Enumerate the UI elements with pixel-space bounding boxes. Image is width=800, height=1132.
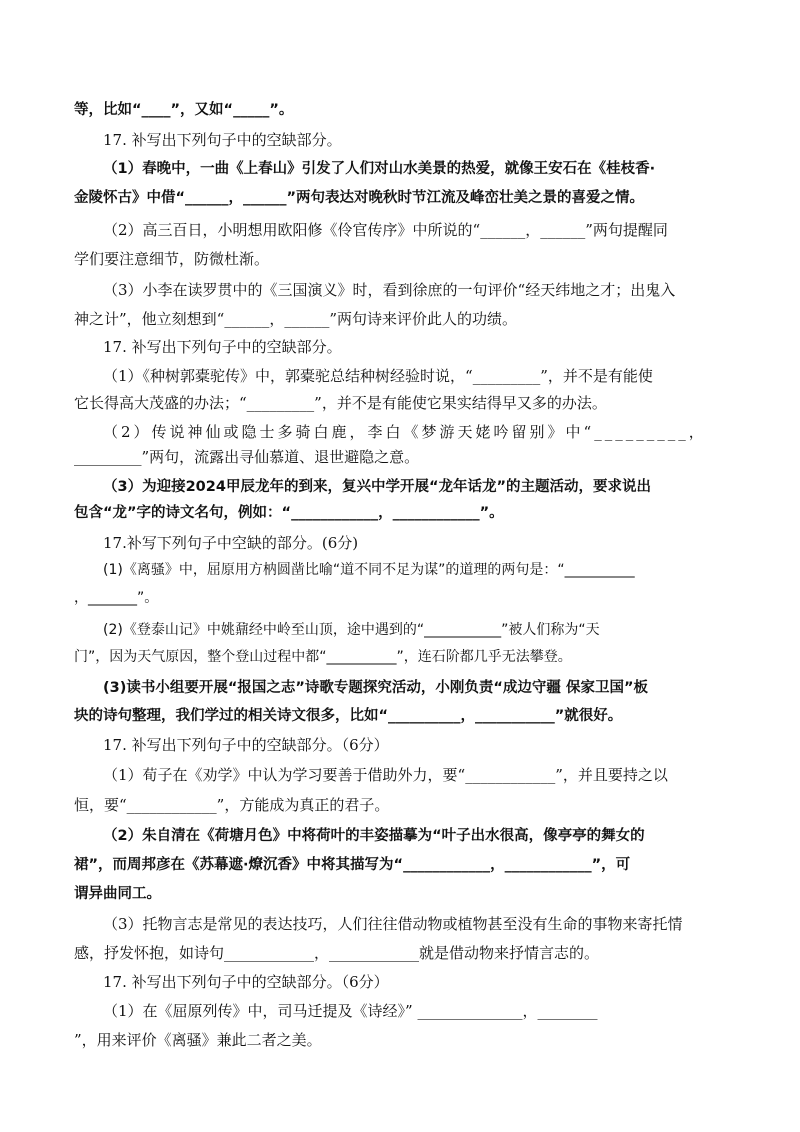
text-line: 裙”，而周邦彦在《苏幕遮·燎沉香》中将其描写为“____________，____________”，可 bbox=[74, 857, 631, 873]
question-heading: 17. 补写出下列句子中的空缺部分。 bbox=[103, 338, 342, 356]
question-heading: 17. 补写出下列句子中的空缺部分。 bbox=[103, 131, 342, 149]
text-line: （2）传说神仙或隐士多骑白鹿，李白《梦游天姥吟留别》中“_________， bbox=[103, 423, 707, 441]
question-heading: 17. 补写出下列句子中的空缺部分。（6分） bbox=[103, 736, 389, 754]
text-line: 神之计”，他立刻想到“______，______”两句诗来评价此人的功绩。 bbox=[74, 310, 518, 328]
text-line: 谓异曲同工。 bbox=[74, 886, 161, 902]
text-line: 块的诗句整理，我们学过的相关诗文很多，比如“__________，___________”就很好。 bbox=[74, 708, 623, 724]
text-line: ，_______”。 bbox=[74, 590, 159, 606]
text-line: （2）高三百日，小明想用欧阳修《伶官传序》中所说的“______，______”两句提醒同 bbox=[103, 221, 668, 239]
text-line: (3)读书小组要开展“报国之志”诗歌专题探究活动，小刚负责“成边守疆 保家卫国”板 bbox=[103, 680, 649, 696]
text-line: （1）《种树郭橐驼传》中，郭橐驼总结种树经验时说，“_________”，并不是有能使 bbox=[103, 367, 653, 385]
text-line: _________”两句，流露出寻仙慕道、退世避隐之意。 bbox=[74, 448, 420, 466]
text-line: 包含“龙”字的诗文名句，例如：“____________，____________”。 bbox=[74, 505, 504, 521]
text-line: 金陵怀古》中借“______，______”两句表达对晚秋时节江流及峰峦壮美之景的喜爱之情。 bbox=[74, 190, 645, 206]
text-line: （1）荀子在《劝学》中认为学习要善于借助外力，要“____________”，并且要持之以 bbox=[103, 766, 668, 784]
question-heading: 17.补写下列句子中空缺的部分。(6分) bbox=[103, 534, 359, 552]
text-line: 等，比如“____”，又如“_____”。 bbox=[74, 102, 294, 118]
text-line: ”，用来评价《离骚》兼此二者之美。 bbox=[74, 1031, 322, 1049]
text-line: （3）托物言志是常见的表达技巧，人们往往借动物或植物甚至没有生命的事物来寄托情 bbox=[103, 915, 683, 933]
text-line: 恒，要“____________”，方能成为真正的君子。 bbox=[74, 796, 390, 814]
text-line: 学们要注意细节，防微杜渐。 bbox=[74, 250, 270, 268]
question-heading: 17. 补写出下列句子中的空缺部分。（6分） bbox=[103, 973, 389, 991]
text-line: 门”，因为天气原因，整个登山过程中都“__________”，连石阶都几乎无法攀登。 bbox=[74, 649, 572, 665]
text-line: 它长得高大茂盛的办法；“_________”，并不是有能使它果实结得早又多的办法。 bbox=[74, 394, 607, 412]
text-line: (1)《离骚》中，屈原用方枘圆凿比喻“道不同不足为谋”的道理的两句是：“__________ bbox=[103, 562, 635, 578]
text-line: (2)《登泰山记》中姚鼐经中岭至山顶，途中遇到的“___________”被人们称为“天 bbox=[103, 622, 600, 638]
text-line: 感，抒发怀抱，如诗句____________，____________就是借动物来抒情言志的。 bbox=[74, 944, 600, 962]
text-line: （3）为迎接2024甲辰龙年的到来，复兴中学开展“龙年话龙”的主题活动，要求说出 bbox=[103, 479, 652, 495]
text-line: （2）朱自清在《荷塘月色》中将荷叶的丰姿描摹为“叶子出水很高，像亭亭的舞女的 bbox=[103, 828, 645, 844]
text-line: （3）小李在读罗贯中的《三国演义》时，看到徐庶的一句评价“经天纬地之才；出鬼入 bbox=[103, 281, 676, 299]
text-line: （1）春晚中，一曲《上春山》引发了人们对山水美景的热爱，就像王安石在《桂枝香· bbox=[103, 161, 656, 177]
text-line: （1）在《屈原列传》中，司马迁提及《诗经》” ______________，________ bbox=[103, 1002, 598, 1020]
